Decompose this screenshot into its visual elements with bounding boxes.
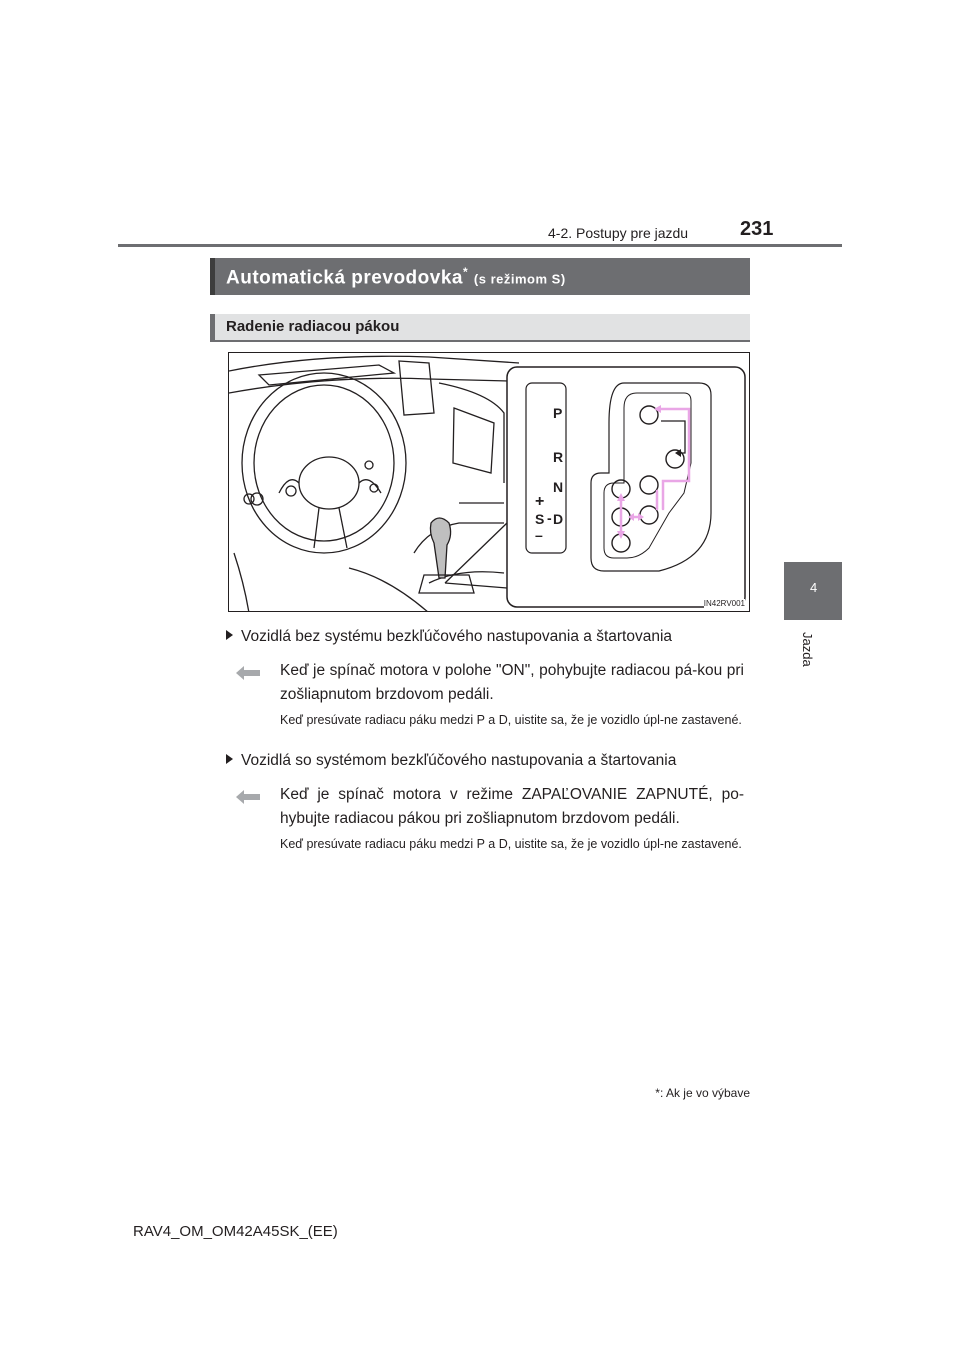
cockpit-drawing	[229, 353, 750, 612]
gate-label-minus: –	[535, 527, 543, 543]
section-heading-text: Vozidlá bez systému bezkľúčového nastupovania a štartovania	[241, 628, 673, 645]
gate-label-r: R	[553, 449, 564, 465]
arrow-left-icon	[236, 666, 260, 680]
subsection-accent	[210, 314, 215, 340]
chapter-number: 4	[810, 580, 818, 595]
footnote-text: : Ak je vo výbave	[659, 1086, 750, 1100]
gate-label-plus: +	[535, 493, 545, 510]
footnote-star: *	[655, 1086, 660, 1100]
page-number: 231	[740, 218, 774, 240]
title-main: Automatická prevodovka	[226, 267, 463, 289]
title-accent	[210, 258, 215, 295]
gate-label-dash: -	[547, 510, 552, 526]
gate-label-n: N	[553, 479, 564, 495]
section-title-bar	[210, 258, 750, 295]
footnote	[655, 1086, 750, 1100]
section-heading-1	[226, 628, 672, 646]
section-breadcrumb: 4-2. Postupy pre jazdu	[548, 225, 689, 241]
section-heading-2	[226, 752, 676, 770]
chapter-name: Jazda	[800, 632, 815, 667]
chapter-tab[interactable]	[784, 562, 842, 620]
gate-label-s: S	[535, 511, 545, 527]
document-code: RAV4_OM_OM42A45SK_(EE)	[133, 1223, 338, 1240]
title-star: *	[462, 265, 469, 279]
arrow-left-icon	[236, 790, 260, 804]
title-suffix: (s režimom S)	[473, 271, 566, 287]
triangle-bullet-icon	[226, 630, 233, 640]
instruction-note: Keď presúvate radiacu páku medzi P a D, uistite sa, že je vozidlo úpl-ne zastavené.	[280, 713, 742, 727]
gate-label-d: D	[553, 511, 564, 527]
triangle-bullet-icon	[226, 754, 233, 764]
subsection-bar	[210, 314, 750, 342]
figure-code: IN42RV001	[703, 599, 745, 608]
instruction-note: Keď presúvate radiacu páku medzi P a D, uistite sa, že je vozidlo úpl-ne zastavené.	[280, 837, 742, 851]
instruction-text: Keď je spínač motora v režime ZAPAĽOVANIE ZAPNUTÉ, po-hybujte radiacou pákou pri zošliapnutom brzdovom pedáli.	[280, 786, 744, 827]
header-rule	[118, 244, 842, 247]
section-heading-text: Vozidlá so systémom bezkľúčového nastupovania a štartovania	[241, 752, 677, 769]
gate-label-p: P	[553, 405, 563, 421]
instruction-text: Keď je spínač motora v polohe "ON", pohybujte radiacou pá-kou pri zošliapnutom brzdovom pedáli.	[280, 662, 744, 703]
page-title	[226, 265, 566, 289]
shift-lever-illustration	[228, 352, 750, 612]
subsection-title: Radenie radiacou pákou	[226, 318, 400, 335]
